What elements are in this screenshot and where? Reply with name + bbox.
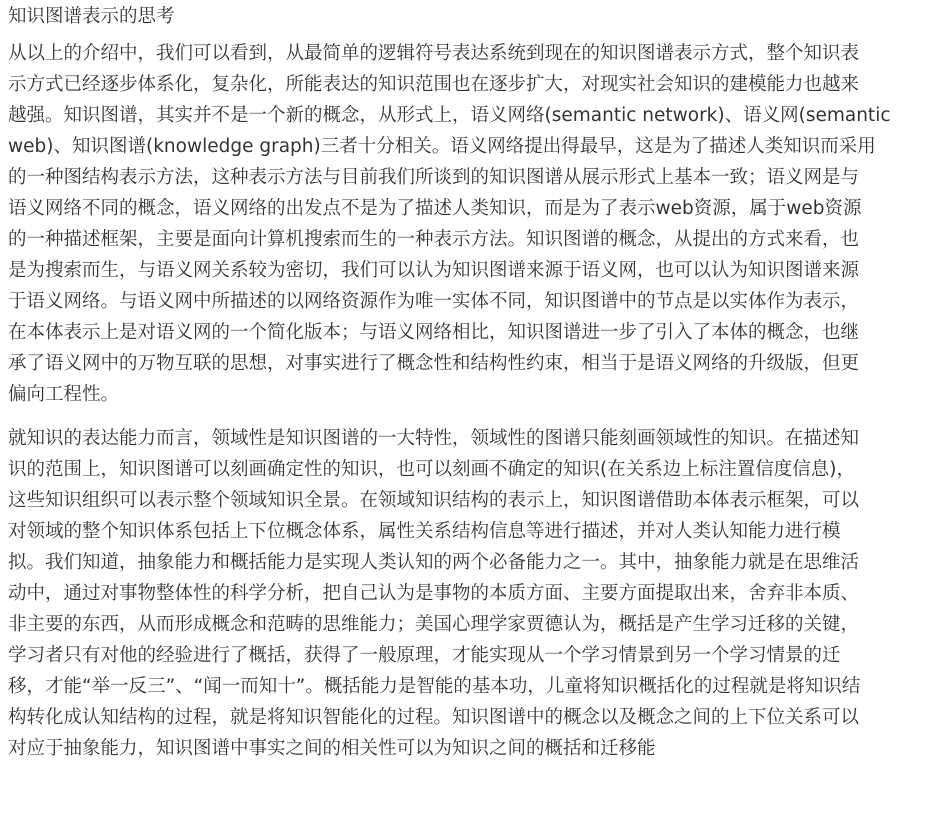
paragraph-line: 在本体表示上是对语义网的一个简化版本；与语义网络相比，知识图谱进一步了引入了本体的概念，也继 [8, 322, 860, 343]
paragraph-line: 动中，通过对事物整体性的科学分析，把自己认为是事物的本质方面、主要方面提取出来，舍弃非本质、 [8, 583, 860, 604]
paragraph-line: web)、知识图谱(knowledge graph)三者十分相关。语义网络提出得最早，这是为了描述人类知识而采用 [8, 136, 876, 157]
article-heading: 知识图谱表示的思考 [8, 6, 175, 27]
paragraph-line: 示方式已经逐步体系化，复杂化，所能表达的知识范围也在逐步扩大，对现实社会知识的建模能力也越来 [8, 74, 860, 95]
paragraph-line: 拟。我们知道，抽象能力和概括能力是实现人类认知的两个必备能力之一。其中，抽象能力就是在思维活 [8, 552, 860, 573]
paragraph-line: 对领域的整个知识体系包括上下位概念体系，属性关系结构信息等进行描述，并对人类认知能力进行模 [8, 521, 841, 542]
paragraph-line: 于语义网络。与语义网中所描述的以网络资源作为唯一实体不同，知识图谱中的节点是以实体作为表示， [8, 291, 860, 312]
article [8, 0, 936, 777]
paragraph-line: 语义网络不同的概念，语义网络的出发点不是为了描述人类知识，而是为了表示web资源，属于web资源 [8, 198, 862, 219]
paragraph-1 [8, 38, 936, 410]
paragraph-line: 构转化成认知结构的过程，就是将知识智能化的过程。知识图谱中的概念以及概念之间的上下位关系可以 [8, 707, 860, 728]
paragraph-line: 的一种描述框架，主要是面向计算机搜索而生的一种表示方法。知识图谱的概念，从提出的方式来看，也 [8, 229, 860, 250]
paragraph-line: 就知识的表达能力而言，领域性是知识图谱的一大特性，领域性的图谱只能刻画领域性的知识。在描述知 [8, 428, 860, 449]
paragraph-line: 的一种图结构表示方法，这种表示方法与目前我们所谈到的知识图谱从展示形式上基本一致；语义网是与 [8, 167, 860, 188]
paragraph-2 [8, 423, 936, 764]
paragraph-line: 对应于抽象能力，知识图谱中事实之间的相关性可以为知识之间的概括和迁移能 [8, 738, 656, 759]
paragraph-line: 承了语义网中的万物互联的思想，对事实进行了概念性和结构性约束，相当于是语义网络的升级版，但更 [8, 353, 860, 374]
paragraph-line: 是为搜索而生，与语义网关系较为密切，我们可以认为知识图谱来源于语义网，也可以认为知识图谱来源 [8, 260, 860, 281]
paragraph-line: 识的范围上，知识图谱可以刻画确定性的知识，也可以刻画不确定的知识(在关系边上标注置信度信息)， [8, 459, 855, 480]
paragraph-line: 越强。知识图谱，其实并不是一个新的概念，从形式上，语义网络(semantic network)、语义网(semantic [8, 105, 891, 126]
paragraph-line: 这些知识组织可以表示整个领域知识全景。在领域知识结构的表示上，知识图谱借助本体表示框架，可以 [8, 490, 860, 511]
paragraph-line: 移，才能“举一反三”、“闻一而知十”。概括能力是智能的基本功，儿童将知识概括化的过程就是将知识结 [8, 676, 861, 697]
paragraph-line: 非主要的东西，从而形成概念和范畴的思维能力；美国心理学家贾德认为，概括是产生学习迁移的关键， [8, 614, 860, 635]
paragraph-line: 偏向工程性。 [8, 384, 120, 405]
paragraph-line: 学习者只有对他的经验进行了概括，获得了一般原理，才能实现从一个学习情景到另一个学习情景的迁 [8, 645, 841, 666]
paragraph-line: 从以上的介绍中，我们可以看到，从最简单的逻辑符号表达系统到现在的知识图谱表示方式，整个知识表 [8, 43, 860, 64]
